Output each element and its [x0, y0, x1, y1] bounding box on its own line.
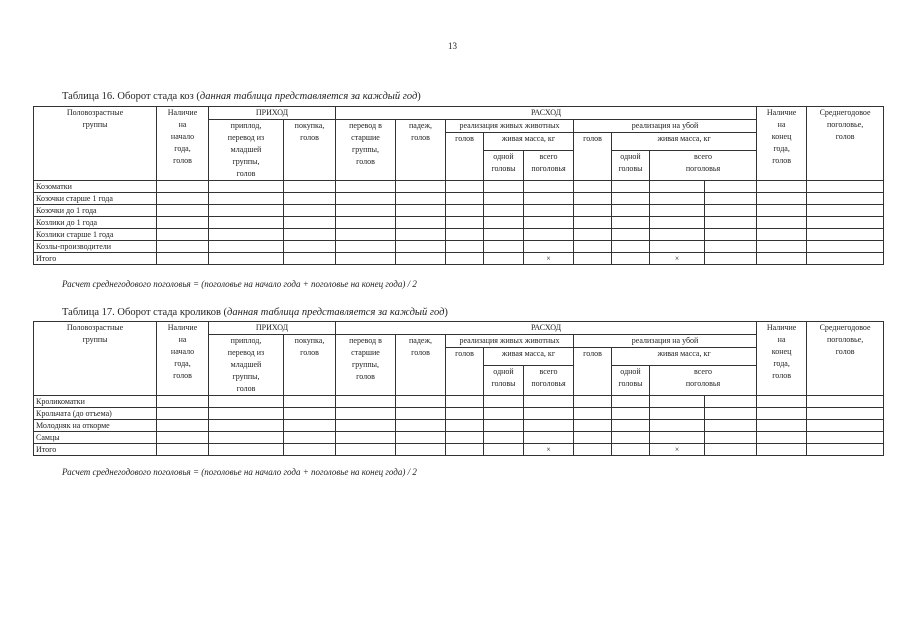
header-sale-slaughter: реализация на убой [574, 335, 757, 348]
table-cell [284, 205, 336, 217]
table-cell [209, 253, 284, 265]
table-cell [757, 181, 807, 193]
table-cell [209, 396, 284, 408]
table-cell [524, 241, 574, 253]
table16-caption-close: ) [417, 91, 421, 102]
table-cell [446, 217, 484, 229]
table-cell [650, 420, 705, 432]
table-cell [484, 181, 524, 193]
table-cell [807, 217, 884, 229]
table-cell [484, 229, 524, 241]
table-cell [650, 241, 705, 253]
table16 [33, 106, 884, 265]
table17-caption-text: Таблица 17. Оборот стада кроликов ( [62, 307, 228, 318]
table-cell [209, 420, 284, 432]
table-cell [446, 205, 484, 217]
row-label: Кроликоматки [34, 396, 157, 408]
table-cell [612, 241, 650, 253]
table-cell [524, 193, 574, 205]
header-row-1 [34, 322, 884, 335]
table-cell [157, 253, 209, 265]
header-row-1 [34, 107, 884, 120]
table-cell [446, 420, 484, 432]
table-cell [650, 229, 705, 241]
table-cell [284, 217, 336, 229]
table-cell [612, 420, 650, 432]
header-slaughter-total: всего поголовья [650, 366, 757, 396]
table-cell [524, 229, 574, 241]
table-cell [396, 217, 446, 229]
table-cell [757, 444, 807, 456]
table-cell [446, 241, 484, 253]
table-cell [446, 444, 484, 456]
table-row [34, 396, 884, 408]
table-cell [446, 253, 484, 265]
table-cell [396, 408, 446, 420]
table-cell [574, 420, 612, 432]
table-cell [484, 396, 524, 408]
row-label: Козлики до 1 года [34, 217, 157, 229]
table-cell [336, 444, 396, 456]
table-cell [650, 396, 705, 408]
table-cell [705, 229, 757, 241]
header-average: Среднегодовое поголовье, голов [807, 322, 884, 396]
table-cell [336, 205, 396, 217]
table-cell [284, 444, 336, 456]
table-cell [574, 181, 612, 193]
table-cell [284, 432, 336, 444]
table-cell [336, 241, 396, 253]
table-row [34, 229, 884, 241]
table-cell [705, 241, 757, 253]
table-cell [705, 205, 757, 217]
header-slaughter-heads: голов [574, 133, 612, 181]
table-cell [209, 444, 284, 456]
table-cell [396, 193, 446, 205]
table-cell [807, 432, 884, 444]
table-cell [396, 444, 446, 456]
table-cell [396, 241, 446, 253]
table-cell [284, 253, 336, 265]
table-cell [574, 229, 612, 241]
table-cell [157, 444, 209, 456]
table-cell [574, 408, 612, 420]
table-cell [574, 241, 612, 253]
table-cell [446, 229, 484, 241]
table-row [34, 205, 884, 217]
table-cell [757, 420, 807, 432]
table-cell [209, 181, 284, 193]
table-cell [574, 432, 612, 444]
table-cell [574, 217, 612, 229]
table-cell [612, 408, 650, 420]
table-cell [336, 253, 396, 265]
table-cell [157, 408, 209, 420]
table-cell [446, 193, 484, 205]
table-cell [336, 193, 396, 205]
table-cell [807, 444, 884, 456]
table-cell [612, 396, 650, 408]
table-cell [446, 181, 484, 193]
row-label: Козлики старше 1 года [34, 229, 157, 241]
table-cell [396, 181, 446, 193]
table-cell [807, 229, 884, 241]
table-cell [524, 432, 574, 444]
header-rashod: РАСХОД [336, 107, 757, 120]
table-cell [757, 229, 807, 241]
table-cell [757, 217, 807, 229]
page-number: 13 [448, 41, 457, 51]
table-cell [705, 181, 757, 193]
table-cell [284, 420, 336, 432]
table-cell [612, 217, 650, 229]
table-cell [484, 408, 524, 420]
row-label: Козочки старше 1 года [34, 193, 157, 205]
header-death: падеж, голов [396, 335, 446, 396]
header-live-weight: живая масса, кг [484, 133, 574, 151]
table-cell [446, 432, 484, 444]
table-cell [396, 396, 446, 408]
header-slaughter-heads: голов [574, 348, 612, 396]
table-cell [650, 432, 705, 444]
table-cell [650, 181, 705, 193]
table-cell [157, 241, 209, 253]
header-slaughter-per-head: одной головы [612, 366, 650, 396]
table-cell [284, 396, 336, 408]
header-slaughter-weight: живая масса, кг [612, 133, 757, 151]
table-cell [336, 420, 396, 432]
table-cell [612, 229, 650, 241]
header-prihod: ПРИХОД [209, 322, 336, 335]
table-cell [807, 396, 884, 408]
table-cell [524, 217, 574, 229]
table-cell [336, 396, 396, 408]
header-start: Наличие на начало года, голов [157, 107, 209, 181]
header-purchase: покупка, голов [284, 120, 336, 181]
table-cell [524, 408, 574, 420]
table-cell [807, 420, 884, 432]
header-slaughter-total: всего поголовья [650, 151, 757, 181]
table-cell [612, 193, 650, 205]
table-cell [484, 241, 524, 253]
header-end: Наличие на конец года, голов [757, 107, 807, 181]
table-cell [524, 181, 574, 193]
table-cell [757, 205, 807, 217]
table-cell [396, 229, 446, 241]
header-live-heads: голов [446, 133, 484, 181]
table-cell [650, 217, 705, 229]
table-cell [396, 253, 446, 265]
table-row [34, 408, 884, 420]
table-row [34, 420, 884, 432]
row-label: Крольчата (до отъема) [34, 408, 157, 420]
table-cell [209, 193, 284, 205]
table17-caption [62, 307, 448, 318]
total-row [34, 253, 884, 265]
table-cell [209, 241, 284, 253]
table-cell [574, 205, 612, 217]
table-cell [157, 432, 209, 444]
total-row [34, 444, 884, 456]
table-cell [650, 193, 705, 205]
table-cell [484, 205, 524, 217]
table-cell [705, 432, 757, 444]
table17-caption-close: ) [444, 307, 448, 318]
table-cell [336, 217, 396, 229]
table-cell [705, 420, 757, 432]
header-death: падеж, голов [396, 120, 446, 181]
table-cell [284, 408, 336, 420]
table-cell [209, 205, 284, 217]
table-cell [336, 229, 396, 241]
table-cell [807, 181, 884, 193]
header-live-weight: живая масса, кг [484, 348, 574, 366]
header-slaughter-weight: живая масса, кг [612, 348, 757, 366]
table-cell [524, 205, 574, 217]
table-cell [284, 229, 336, 241]
header-slaughter-per-head: одной головы [612, 151, 650, 181]
row-label: Молодняк на откорме [34, 420, 157, 432]
table-cell [524, 420, 574, 432]
table-cell [705, 253, 757, 265]
table-cell [284, 193, 336, 205]
table16-caption [62, 91, 421, 102]
table-cell [757, 241, 807, 253]
table-cell [650, 408, 705, 420]
table-cell [157, 193, 209, 205]
header-sale-slaughter: реализация на убой [574, 120, 757, 133]
total-label: Итого [34, 444, 157, 456]
table-cell [209, 408, 284, 420]
x-mark: × [524, 444, 574, 456]
header-sale-live: реализация живых животных [446, 335, 574, 348]
table-cell [336, 432, 396, 444]
table-cell [757, 408, 807, 420]
table-cell [757, 193, 807, 205]
header-live-heads: голов [446, 348, 484, 396]
table-cell [284, 181, 336, 193]
table-cell [807, 241, 884, 253]
table-cell [484, 432, 524, 444]
header-group: Половозрастные группы [34, 322, 157, 396]
header-live-per-head: одной головы [484, 366, 524, 396]
header-sale-live: реализация живых животных [446, 120, 574, 133]
table-cell [209, 217, 284, 229]
table-cell [157, 229, 209, 241]
table-cell [484, 217, 524, 229]
table-cell [612, 181, 650, 193]
header-offspring: приплод, перевод из младшей группы, голов [209, 120, 284, 181]
table-cell [484, 420, 524, 432]
row-label: Самцы [34, 432, 157, 444]
table-cell [157, 420, 209, 432]
x-mark: × [650, 444, 705, 456]
table-cell [807, 193, 884, 205]
table-row [34, 217, 884, 229]
table16-formula: Расчет среднегодового поголовья = (поголовье на начало года + поголовье на конец года) / 2 [62, 279, 417, 289]
table-cell [612, 205, 650, 217]
table-row [34, 432, 884, 444]
table-cell [650, 205, 705, 217]
table-cell [484, 253, 524, 265]
header-offspring: приплод, перевод из младшей группы, голов [209, 335, 284, 396]
table-row [34, 241, 884, 253]
table-cell [157, 181, 209, 193]
table-cell [157, 396, 209, 408]
row-label: Козоматки [34, 181, 157, 193]
table-row [34, 181, 884, 193]
table-cell [396, 432, 446, 444]
table16-caption-note: данная таблица представляется за каждый год [199, 91, 418, 102]
table-cell [757, 253, 807, 265]
table-cell [807, 205, 884, 217]
x-mark: × [650, 253, 705, 265]
table-cell [396, 205, 446, 217]
row-label: Козлы-производители [34, 241, 157, 253]
table-cell [484, 444, 524, 456]
table-cell [807, 253, 884, 265]
table-cell [574, 253, 612, 265]
table-cell [757, 396, 807, 408]
table-cell [209, 432, 284, 444]
table-cell [612, 432, 650, 444]
table-cell [284, 241, 336, 253]
table-cell [336, 408, 396, 420]
table-cell [524, 396, 574, 408]
table-cell [157, 205, 209, 217]
table17-caption-note: данная таблица представляется за каждый год [227, 307, 445, 318]
header-transfer: перевод в старшие группы, голов [336, 120, 396, 181]
table-cell [574, 193, 612, 205]
header-rashod: РАСХОД [336, 322, 757, 335]
table-cell [705, 217, 757, 229]
table-cell [446, 408, 484, 420]
header-end: Наличие на конец года, голов [757, 322, 807, 396]
table-cell [209, 229, 284, 241]
table-cell [157, 217, 209, 229]
header-live-total: всего поголовья [524, 366, 574, 396]
total-label: Итого [34, 253, 157, 265]
table-cell [705, 193, 757, 205]
table-cell [574, 396, 612, 408]
table-cell [484, 193, 524, 205]
table-cell [705, 408, 757, 420]
table-cell [446, 396, 484, 408]
table-cell [574, 444, 612, 456]
table-cell [612, 253, 650, 265]
table-row [34, 193, 884, 205]
table-cell [705, 396, 757, 408]
table-cell [336, 181, 396, 193]
header-live-per-head: одной головы [484, 151, 524, 181]
header-purchase: покупка, голов [284, 335, 336, 396]
table-cell [705, 444, 757, 456]
header-transfer: перевод в старшие группы, голов [336, 335, 396, 396]
header-average: Среднегодовое поголовье, голов [807, 107, 884, 181]
row-label: Козочки до 1 года [34, 205, 157, 217]
header-group: Половозрастные группы [34, 107, 157, 181]
header-prihod: ПРИХОД [209, 107, 336, 120]
header-live-total: всего поголовья [524, 151, 574, 181]
table-cell [807, 408, 884, 420]
table-cell [396, 420, 446, 432]
x-mark: × [524, 253, 574, 265]
table-cell [757, 432, 807, 444]
table17-formula: Расчет среднегодового поголовья = (поголовье на начало года + поголовье на конец года) / 2 [62, 467, 417, 477]
table16-caption-text: Таблица 16. Оборот стада коз ( [62, 91, 200, 102]
header-start: Наличие на начало года, голов [157, 322, 209, 396]
table-cell [612, 444, 650, 456]
table17 [33, 321, 884, 456]
